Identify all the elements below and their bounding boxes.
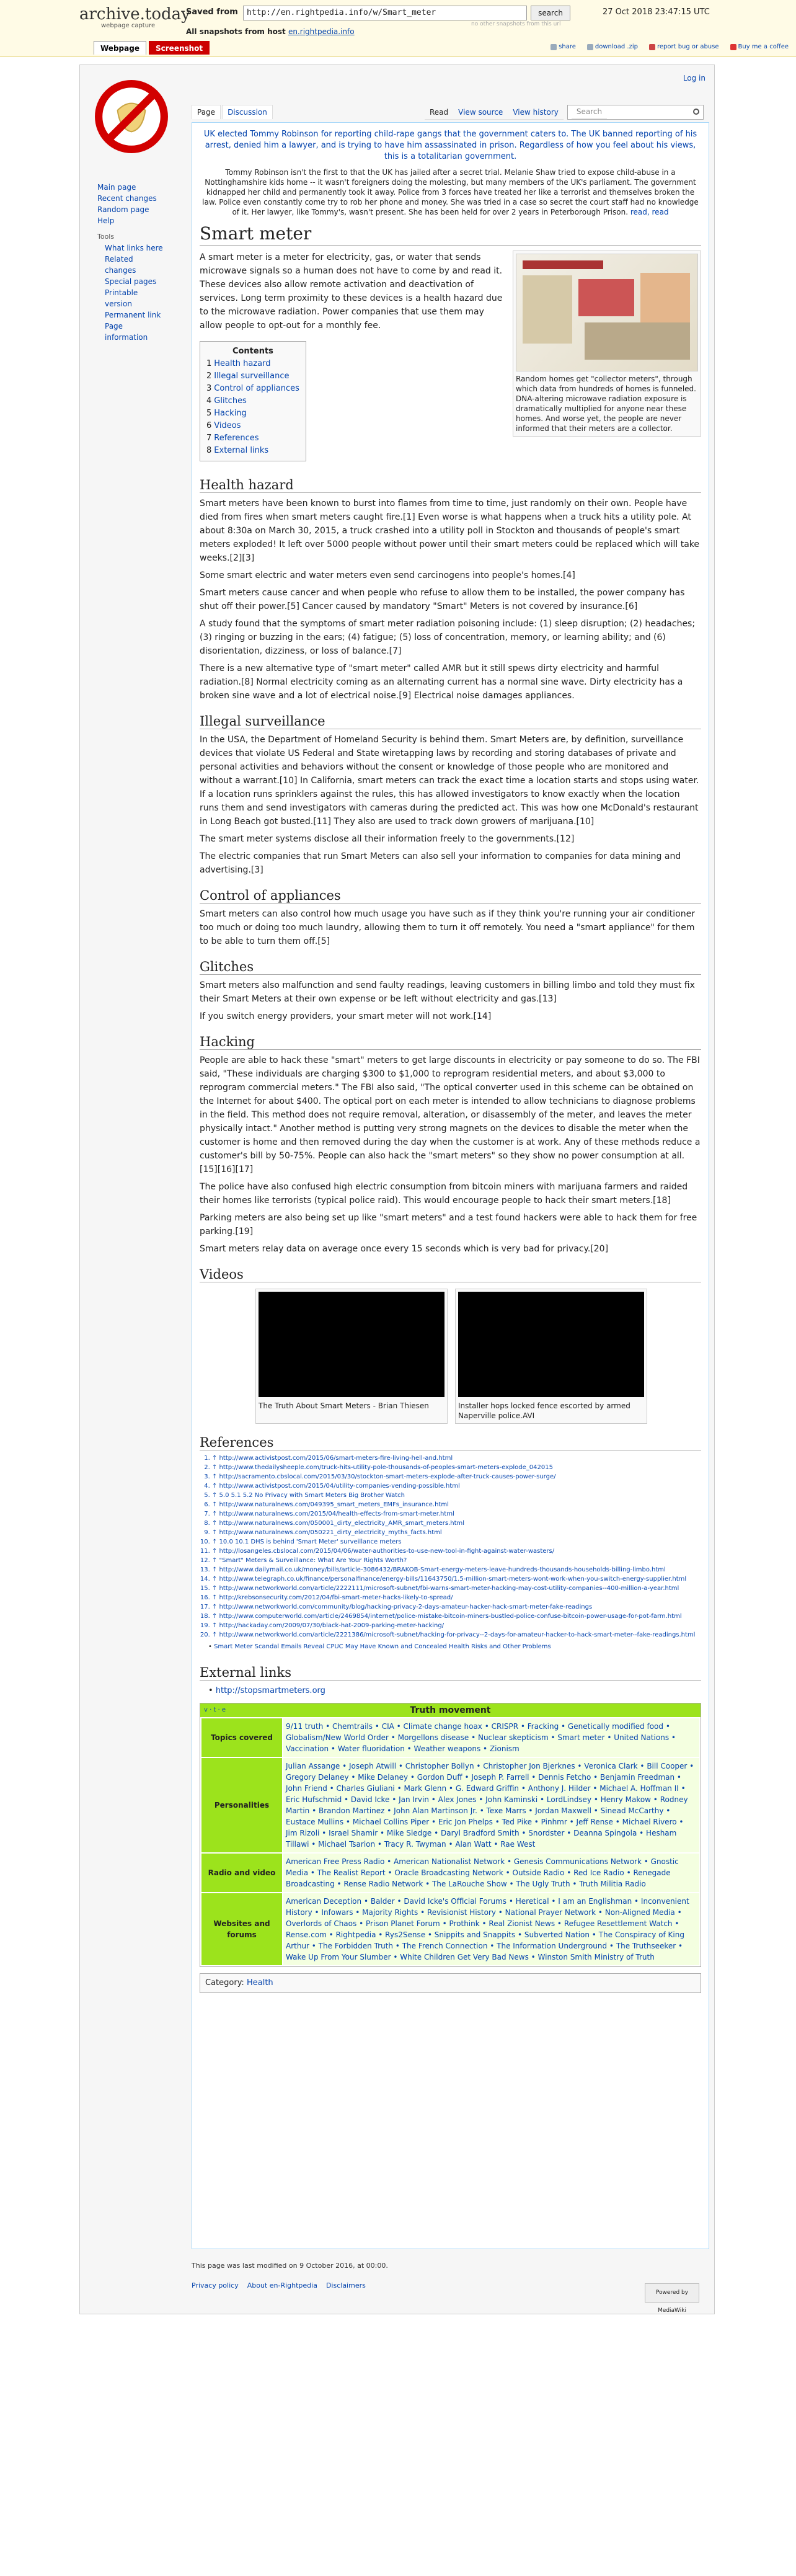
- footer-disclaimers-link[interactable]: Disclaimers: [325, 2281, 366, 2290]
- toc-number: 3: [206, 384, 212, 393]
- search-icon[interactable]: [693, 109, 699, 115]
- saved-from-label: Saved from: [186, 7, 238, 17]
- tab-discussion[interactable]: Discussion: [222, 105, 273, 119]
- powered-by-mediawiki-badge[interactable]: Powered by MediaWiki: [645, 2283, 699, 2303]
- toc-label: Glitches: [214, 396, 247, 406]
- toc-label: External links: [214, 446, 269, 455]
- toc-title: Contents: [232, 347, 273, 356]
- toc-label: References: [214, 433, 259, 443]
- toc-item[interactable]: [206, 395, 299, 407]
- category-link[interactable]: Health: [246, 1978, 273, 1988]
- toc-number: 6: [206, 421, 212, 430]
- download-label: download .zip: [595, 43, 638, 50]
- video-2-player[interactable]: [458, 1292, 644, 1397]
- navbox-header: [200, 1703, 701, 1717]
- page-tabs: [192, 105, 274, 119]
- archive-logo[interactable]: archive.today: [79, 5, 190, 24]
- sidebar-item-main-page[interactable]: Main page: [97, 183, 136, 192]
- navbox-group-heading: Personalities: [201, 1758, 282, 1852]
- paragraph: The electric companies that run Smart Meters can also sell your information to companies for data mining and advertising.[3]: [200, 851, 681, 875]
- tab-read[interactable]: Read: [425, 105, 453, 120]
- toc-label: Hacking: [214, 409, 247, 418]
- report-label: report bug or abuse: [657, 43, 719, 50]
- tab-view-history[interactable]: View history: [508, 105, 564, 120]
- capture-date: 27 Oct 2018 23:47:15 UTC: [603, 7, 710, 17]
- navbox-group-heading: Radio and video: [201, 1854, 282, 1892]
- footer-modified: This page was last modified on 9 October 2016, at 00:00.: [192, 2262, 388, 2270]
- refs-extra-link[interactable]: Smart Meter Scandal Emails Reveal CPUC May Have Known and Concealed Health Risks and Other Problems: [214, 1643, 551, 1650]
- reference-item[interactable]: 11. ↑ http://losangeles.cbslocal.com/2015/04/06/water-authorities-to-use-new-tool-in-fight-against-water-wasters/: [212, 1547, 701, 1556]
- references-list: [200, 1454, 701, 1640]
- sidebar-item-what-links-here[interactable]: What links here: [105, 244, 163, 252]
- reference-item[interactable]: 7. ↑ http://www.naturalnews.com/2015/04/health-effects-from-smart-meter.html: [212, 1510, 701, 1519]
- toc-number: 8: [206, 446, 212, 455]
- toc-item[interactable]: [206, 420, 299, 432]
- report-action[interactable]: [649, 43, 719, 50]
- sidebar-item-printable-version[interactable]: Printable version: [105, 288, 138, 308]
- reference-item[interactable]: 16. ↑ http://krebsonsecurity.com/2012/04/fbi-smart-meter-hacks-likely-to-spread/: [212, 1594, 701, 1602]
- category-bar: [200, 1973, 701, 1993]
- navbox-group-heading: Websites and forums: [201, 1893, 282, 1965]
- navbox-row: [201, 1718, 699, 1757]
- reference-item[interactable]: 1. ↑ http://www.activistpost.com/2015/06/smart-meters-fire-living-hell-and.html: [212, 1454, 701, 1463]
- footer-about-link[interactable]: About en-Rightpedia: [247, 2281, 317, 2290]
- navbox-row: [201, 1893, 699, 1965]
- sidebar-item-permanent-link[interactable]: Permanent link: [105, 311, 161, 319]
- paragraph: If you switch energy providers, your smart meter will not work.[14]: [200, 1011, 492, 1021]
- sidebar: [97, 182, 166, 343]
- toc-item[interactable]: [206, 445, 299, 457]
- reference-item[interactable]: 20. ↑ http://www.networkworld.com/article/2221386/microsoft-subnet/hacking-for-privacy--2-days-for-amateur-hacker-to-hack-smart-meter--fake-readings.html: [212, 1631, 701, 1640]
- download-icon: [587, 44, 593, 50]
- share-action[interactable]: [551, 43, 576, 50]
- section-control-of-appliances: Control of appliances: [200, 888, 701, 904]
- paragraph: Parking meters are also being set up like "smart meters" and a test found hackers were able to hack them for free parking.[19]: [200, 1213, 697, 1237]
- view-tabs: [425, 105, 704, 120]
- wiki-search-placeholder: Search: [572, 105, 607, 119]
- share-label: share: [559, 43, 576, 50]
- article-content: [192, 122, 709, 2249]
- site-notice-2: [200, 167, 701, 217]
- paragraph: Smart meters also malfunction and send faulty readings, leaving customers in billing limbo and told they must fix their Smart Meters at their own expense or be left without electricity and gas.[13]: [200, 980, 695, 1004]
- section-external-links: External links: [200, 1665, 701, 1681]
- all-snapshots-label: All snapshots from host: [186, 27, 286, 36]
- paragraph: The police have also confused high electric consumption from bitcoin miners with marijuana farmers and raided their homes like terrorists (typical police raid). This would encourage people to hack their smart meters.[18]: [200, 1182, 688, 1206]
- navbox-group-heading: Topics covered: [201, 1718, 282, 1757]
- toc-item[interactable]: [206, 432, 299, 445]
- toc-number: 4: [206, 396, 212, 406]
- navbox-table: [200, 1717, 701, 1966]
- control-paragraphs: [200, 907, 701, 948]
- reference-item[interactable]: 8. ↑ http://www.naturalnews.com/050001_dirty_electricity_AMR_smart_meters.html: [212, 1519, 701, 1528]
- intro-paragraph: A smart meter is a meter for electricity, gas, or water that sends microwave signals so a human does not have to come by and read it. These devices also allow remote activation and deactivation of services. Long term proximity to these devices is a health hazard due to the microwave radiation. Power companies that use them may allow people to opt-out for a monthly fee.: [200, 252, 503, 331]
- navbox-row: [201, 1758, 699, 1852]
- reference-item[interactable]: 9. ↑ http://www.naturalnews.com/050221_dirty_electricity_myths_facts.html: [212, 1529, 701, 1537]
- wiki-frame: [79, 64, 715, 2314]
- site-notice-2-links[interactable]: read, read: [630, 208, 669, 216]
- toc-label: Health hazard: [214, 359, 271, 368]
- toc-label: Control of appliances: [214, 384, 299, 393]
- refs-extra-item: • Smart Meter Scandal Emails Reveal CPUC May Have Known and Concealed Health Risks and Other Problems: [208, 1643, 551, 1650]
- reference-item[interactable]: 19. ↑ http://hackaday.com/2009/07/30/black-hat-2009-parking-meter-hacking/: [212, 1622, 701, 1630]
- archive-header: [0, 0, 796, 57]
- thumb-caption: Random homes get "collector meters", through which data from hundreds of homes is funneled. DNA-altering microwave radiation exposure is dramatically multiplied for anyone near these homes. And worse yet, the people are never informed that their meters are a collector.: [516, 375, 696, 433]
- site-notice-2-text: Tommy Robinson isn't the first to that the UK has jailed after a secret trial. Melanie Shaw tried to expose child-abuse in a Nottinghamshire kids home -- it wasn't foreigners doing the molesting, but many members of the UK's parliament. The government kidnapped her child and permanently took it away. Police from 3 forces have treated her like a terrorist and themselves broken the law. Police even constantly come try to rob her phone and money. She was tried in a case so secret the court staff had no knowledge of it. Her lawyer, like Tommy's, wasn't present. She has been held for over 2 years in Peterborough Prison.: [202, 168, 699, 216]
- host-link[interactable]: en.rightpedia.info: [288, 27, 355, 36]
- url-input[interactable]: http://en.rightpedia.info/w/Smart_meter: [243, 6, 527, 20]
- health-paragraphs: [200, 497, 701, 703]
- toc-number: 2: [206, 371, 212, 381]
- toc-number: 1: [206, 359, 212, 368]
- reference-item[interactable]: 5. ↑ 5.0 5.1 5.2 No Privacy with Smart Meters Big Brother Watch: [212, 1491, 701, 1500]
- section-references: References: [200, 1435, 701, 1450]
- coffee-label: Buy me a coffee: [738, 43, 789, 50]
- sidebar-item-recent-changes[interactable]: Recent changes: [97, 194, 157, 203]
- video-2-caption: Installer hops locked fence escorted by armed Naperville police.AVI: [458, 1401, 630, 1420]
- tab-page[interactable]: Page: [192, 105, 221, 119]
- reference-item[interactable]: 12. ↑ "Smart" Meters & Surveillance: What Are Your Rights Worth?: [212, 1557, 701, 1565]
- video-1-player[interactable]: [259, 1292, 444, 1397]
- coffee-icon: [730, 44, 736, 50]
- navbox-group-list[interactable]: 9/11 truth • Chemtrails • CIA • Climate change hoax • CRISPR • Fracking • Genetically modified food • Globalism/New World Order • Morgellons disease • Nuclear skepticism • Smart meter • United Nations • Vaccination • Water fluoridation • Weather weapons • Zionism: [283, 1718, 699, 1757]
- reference-item[interactable]: 17. ↑ http://www.networkworld.com/community/blog/hacking-privacy-2-days-amateur-hacker-hack-smart-meter-fake-readings: [212, 1603, 701, 1612]
- table-of-contents: [200, 341, 306, 461]
- section-health-hazard: Health hazard: [200, 477, 701, 493]
- navbox-group-list[interactable]: American Deception • Balder • David Icke's Official Forums • Heretical • I am an Englishman • Inconvenient History • Infowars • Majority Rights • Revisionist History • National Prayer Network • Non-Aligned Media • Overlords of Chaos • Prison Planet Forum • Prothink • Real Zionist News • Refugee Resettlement Watch • Rense.com • Rightpedia • Rys2Sense • Snippits and Snappits • Subverted Nation • The Conspiracy of King Arthur • The Forbidden Truth • The French Connection • The Information Underground • The Truthseeker • Wake Up From Your Slumber • White Children Get Very Bad News • Winston Smith Ministry of Truth: [283, 1893, 699, 1965]
- infographic-image[interactable]: [516, 254, 698, 371]
- coffee-action[interactable]: [730, 43, 789, 50]
- navbox-vte[interactable]: v · t · e: [204, 1707, 226, 1713]
- navbox-group-list[interactable]: American Free Press Radio • American Nationalist Network • Genesis Communications Network • Gnostic Media • The Realist Report • Oracle Broadcasting Network • Outside Radio • Red Ice Radio • Renegade Broadcasting • Rense Radio Network • The LaRouche Show • The Ugly Truth • Truth Militia Radio: [283, 1854, 699, 1892]
- archive-logo-sub: webpage capture: [101, 22, 156, 29]
- toc-label: Videos: [214, 421, 241, 430]
- illegal-paragraphs: [200, 733, 701, 877]
- paragraph: Smart meters relay data on average once every 15 seconds which is very bad for privacy.[20]: [200, 1244, 609, 1254]
- reference-item[interactable]: 6. ↑ http://www.naturalnews.com/049395_smart_meters_EMFs_insurance.html: [212, 1501, 701, 1509]
- navbox-group-list[interactable]: Julian Assange • Joseph Atwill • Christopher Bollyn • Christopher Jon Bjerknes • Veronica Clark • Bill Cooper • Gregory Delaney • Mike Delaney • Gordon Duff • Joseph P. Farrell • Dennis Fetcho • Benjamin Freedman • John Friend • Charles Giuliani • Mark Glenn • G. Edward Griffin • Anthony J. Hilder • Michael A. Hoffman II • Eric Hufschmid • David Icke • Jan Irvin • Alex Jones • John Kaminski • LordLindsey • Henry Makow • Rodney Martin • Brandon Martinez • John Alan Martinson Jr. • Texe Marrs • Jordan Maxwell • Sinead McCarthy • Eustace Mullins • Michael Collins Piper • Eric Jon Phelps • Ted Pike • Pinhmr • Jeff Rense • Michael Rivero • Jim Rizoli • Israel Shamir • Mike Sledge • Daryl Bradford Smith • Snordster • Deanna Spingola • Hesham Tillawi • Michael Tsarion • Tracy R. Twyman • Alan Watt • Rae West: [283, 1758, 699, 1852]
- no-smoking-logo-icon[interactable]: [94, 79, 169, 154]
- no-other-snapshots: no other snapshots from this url: [471, 21, 561, 27]
- video-1-caption: The Truth About Smart Meters - Brian Thiesen: [259, 1401, 429, 1410]
- reference-item[interactable]: 15. ↑ http://www.networkworld.com/article/2222111/microsoft-subnet/fbi-warns-smart-meter-hacking-may-cost-utility-companies--400-million-a-year.html: [212, 1584, 701, 1593]
- paragraph: Smart meters have been known to burst into flames from time to time, just randomly on their own. People have died from fires when smart meters caught fire.[1] Even worse is what happens when a truck hits a utility pole. At about 8:30a on March 30, 2015, a truck crashed into a utility poll in Stockton and thousands of people's smart meters exploded! It left over 5000 people without power until their smart meters could be replaced which will take weeks.[2][3]: [200, 499, 700, 563]
- paragraph: The smart meter systems disclose all their information freely to the governments.[12]: [200, 834, 575, 844]
- reference-item[interactable]: 3. ↑ http://sacramento.cbslocal.com/2015/03/30/stockton-smart-meters-explode-after-truck-causes-power-surge/: [212, 1473, 701, 1481]
- share-icon: [551, 44, 557, 50]
- site-notice[interactable]: UK elected Tommy Robinson for reporting child-rape gangs that the government caters to. The UK banned reporting of his arrest, denied him a lawyer, and is trying to have him assassinated in prison. Regardless of how you feel about his views, this is a totalitarian government.: [203, 130, 697, 161]
- section-illegal-surveillance: Illegal surveillance: [200, 714, 701, 729]
- thumbnail: [513, 251, 701, 437]
- sidebar-tools-heading: Tools: [97, 233, 115, 241]
- paragraph: In the USA, the Department of Homeland Security is behind them. Smart Meters are, by definition, surveillance devices that violate US Federal and State wiretapping laws by recording and storing databases of private and personal activities and behaviors without the consent or knowledge of those people who are monitored and without a warrant.[10] In California, smart meters can track the exact time a location starts and stops using water. If a location runs sprinklers against the rules, this has allowed investigators to know exactly when the location runs them and send investigators with cameras during the predicted act. This was how one McDonald's restaurant in Long Beach got busted.[11] They also are used to track down growers of marijuana.[10]: [200, 735, 699, 827]
- video-2[interactable]: [455, 1289, 647, 1424]
- toc-item[interactable]: [206, 407, 299, 420]
- navbox-title: Truth movement: [410, 1705, 491, 1715]
- archive-actions: [551, 43, 789, 50]
- footer-privacy-link[interactable]: Privacy policy: [192, 2281, 239, 2290]
- glitches-paragraphs: [200, 979, 701, 1023]
- paragraph: Smart meters can also control how much usage you have such as if they think you're running your air conditioner too much or doing too much laundry, allowing them to turn it off remotely. You need a "smart appliance" for them to be able to turn them off.[5]: [200, 909, 695, 946]
- truth-movement-navbox: [200, 1703, 701, 1967]
- paragraph: Some smart electric and water meters even send carcinogens into people's homes.[4]: [200, 571, 575, 580]
- toc-number: 7: [206, 433, 212, 443]
- external-link-item: • http://stopsmartmeters.org: [208, 1686, 325, 1695]
- video-1[interactable]: [255, 1289, 448, 1424]
- videos-row: [255, 1289, 701, 1424]
- navbox-row: [201, 1854, 699, 1892]
- category-label: Category:: [205, 1978, 244, 1988]
- tab-view-source[interactable]: View source: [453, 105, 508, 120]
- report-icon: [649, 44, 655, 50]
- archive-search-button[interactable]: search: [531, 6, 570, 20]
- wiki-search-input[interactable]: [567, 105, 704, 120]
- external-link[interactable]: http://stopsmartmeters.org: [215, 1686, 325, 1695]
- tab-screenshot[interactable]: Screenshot: [149, 41, 210, 55]
- login-link[interactable]: Log in: [683, 74, 705, 82]
- toc-number: 5: [206, 409, 212, 418]
- sidebar-item-page-information[interactable]: Page information: [105, 322, 148, 342]
- hacking-paragraphs: [200, 1054, 701, 1256]
- download-action[interactable]: [587, 43, 638, 50]
- reference-item[interactable]: 13. ↑ http://www.dailymail.co.uk/money/bills/article-3086432/BRAKOB-Smart-energy-meters-leave-hundreds-thousands-households-billing-limbo.html: [212, 1566, 701, 1574]
- reference-item[interactable]: 10. ↑ 10.0 10.1 DHS is behind 'Smart Meter' surveillance meters: [212, 1538, 701, 1547]
- sidebar-item-related-changes[interactable]: Related changes: [105, 255, 136, 275]
- paragraph: People are able to hack these "smart" meters to get large discounts in electricity or pay someone to do so. The FBI said, "These individuals are charging $300 to $1,000 to reprogram residential meters, and about $3,000 to reprogram commercial meters." The FBI also said, "The optical converter used in this scheme can be obtained on the Internet for about $400. The optical port on each meter is intended to allow technicians to diagnose problems in the field. This method does not require removal, alteration, or disassembly of the meter, and leaves the meter physically intact." Another method is putting very strong magnets on the devices to disable the meter when the customer is home and then removed during the day when the customer is at work. Any of these methods reduce a customer's bill by 50-75%. People can also hack the "smart meters" so they show no power consumption at all. [15][16][17]: [200, 1055, 701, 1175]
- section-hacking: Hacking: [200, 1034, 701, 1050]
- paragraph: A study found that the symptoms of smart meter radiation poisoning include: (1) sleep disruption; (2) headaches; (3) ringing or buzzing in the ears; (4) fatigue; (5) loss of concentration, memory, or learning ability; and (6) disorientation, dizziness, or loss of balance.[7]: [200, 619, 696, 656]
- footer: [192, 2260, 388, 2291]
- toc-item[interactable]: [206, 358, 299, 370]
- section-glitches: Glitches: [200, 959, 701, 975]
- sidebar-item-random-page[interactable]: Random page: [97, 205, 149, 214]
- sidebar-item-special-pages[interactable]: Special pages: [105, 277, 157, 286]
- reference-item[interactable]: 4. ↑ http://www.activistpost.com/2015/04/utility-companies-vending-possible.html: [212, 1482, 701, 1491]
- toc-label: Illegal surveillance: [214, 371, 290, 381]
- sidebar-item-help[interactable]: Help: [97, 216, 115, 225]
- reference-item[interactable]: 14. ↑ http://www.telegraph.co.uk/finance/personalfinance/energy-bills/11643750/1.5-million-smart-meters-wont-work-when-you-switch-energy-supplier.html: [212, 1575, 701, 1584]
- toc-item[interactable]: [206, 370, 299, 383]
- tab-webpage[interactable]: Webpage: [94, 41, 146, 55]
- page-title: Smart meter: [200, 223, 701, 246]
- reference-item[interactable]: 18. ↑ http://www.computerworld.com/article/2469854/internet/police-mistake-bitcoin-miners-bustled-police-confuse-bitcoin-power-usage-for-pot-farm.html: [212, 1612, 701, 1621]
- paragraph: There is a new alternative type of "smart meter" called AMR but it still spews dirty electricity and harmful radiation.[8] Normal electricity coming as an alternating current has a normal sine wave. Dirty electricity has a broken sine wave and a lot of electrical noise.[9] Electrical noise damages appliances.: [200, 664, 683, 701]
- section-videos: Videos: [200, 1267, 701, 1282]
- reference-item[interactable]: 2. ↑ http://www.thedailysheeple.com/truck-hits-utility-pole-thousands-of-peoples-smart-meters-explode_042015: [212, 1463, 701, 1472]
- paragraph: Smart meters cause cancer and when people who refuse to allow them to be installed, the power company has shut off their power.[5] Cancer caused by mandatory "Smart" Meters is not covered by insurance.[6]: [200, 588, 685, 611]
- toc-item[interactable]: [206, 383, 299, 395]
- all-snapshots-line: [186, 27, 355, 36]
